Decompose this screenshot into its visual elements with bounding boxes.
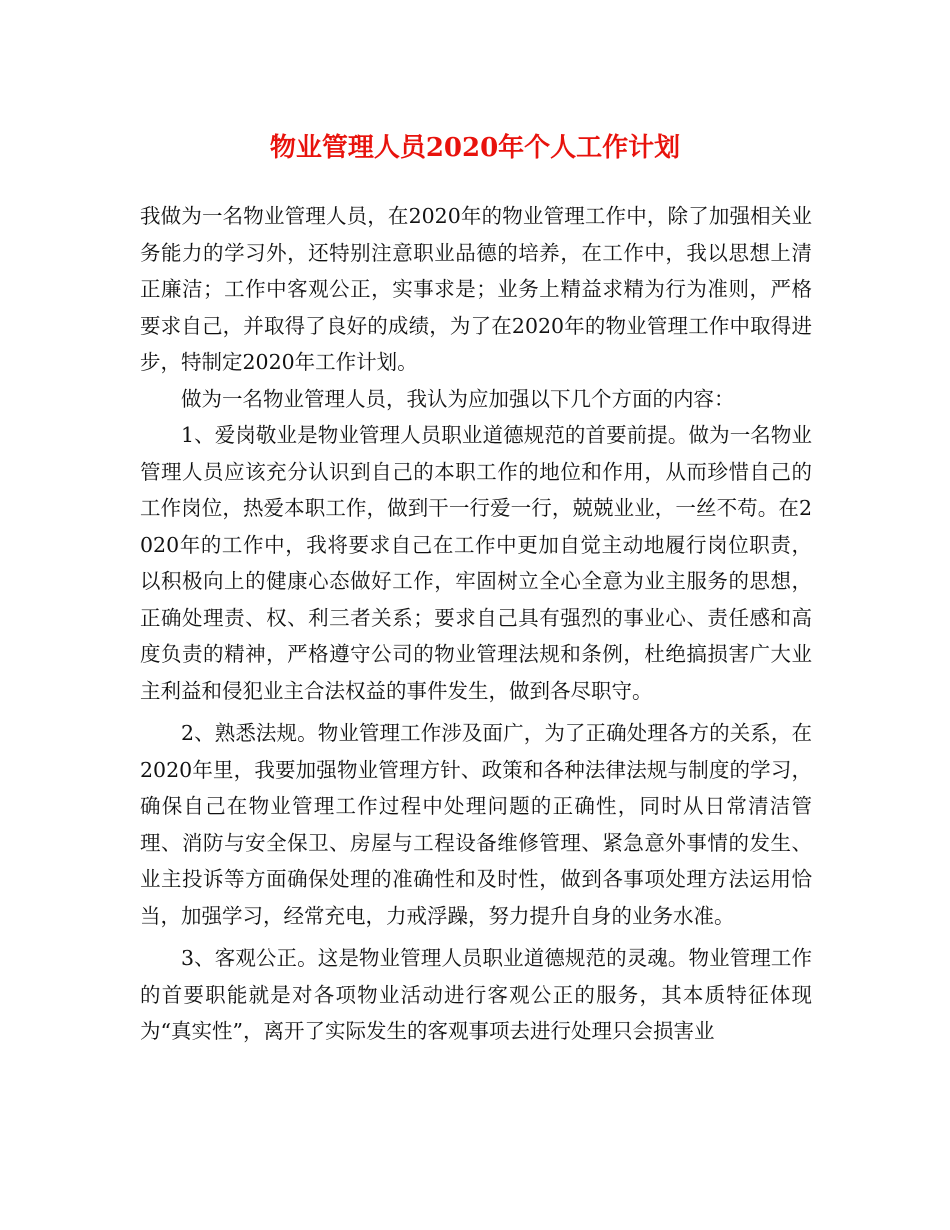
paragraph-intro: 我做为一名物业管理人员，在2020年的物业管理工作中，除了加强相关业务能力的学习外，还特别注意职业品德的培养，在工作中，我以思想上清正廉洁；工作中客观公正，实事求是；业务上精益求精为行为准则，严格要求自己，并取得了良好的成绩，为了在2020年的物业管理工作中取得进步，特制定2020年工作计划。: [140, 204, 812, 374]
paragraph-item-2: 2、熟悉法规。物业管理工作涉及面广，为了正确处理各方的关系，在2020年里，我要加强物业管理方针、政策和各种法律法规与制度的学习，确保自己在物业管理工作过程中处理问题的正确性，同时从日常清洁管理、消防与安全保卫、房屋与工程设备维修管理、紧急意外事情的发生、业主投诉等方面确保处理的准确性和及时性，做到各事项处理方法运用恰当，加强学习，经常充电，力戒浮躁，努力提升自身的业务水准。: [140, 721, 812, 928]
document-title: 物业管理人员2020年个人工作计划: [269, 133, 681, 163]
paragraph-item-1: 1、爱岗敬业是物业管理人员职业道德规范的首要前提。做为一名物业管理人员应该充分认识到自己的本职工作的地位和作用，从而珍惜自己的工作岗位，热爱本职工作，做到干一行爱一行，兢兢业业，一丝不苟。在2020年的工作中，我将要求自己在工作中更加自觉主动地履行岗位职责，以积极向上的健康心态做好工作，牢固树立全心全意为业主服务的思想，正确处理责、权、利三者关系；要求自己具有强烈的事业心、责任感和高度负责的精神，严格遵守公司的物业管理法规和条例，杜绝搞损害广大业主利益和侵犯业主合法权益的事件发生，做到各尽职守。: [140, 423, 812, 703]
paragraph-item-3: 3、客观公正。这是物业管理人员职业道德规范的灵魂。物业管理工作的首要职能就是对各项物业活动进行客观公正的服务，其本质特征体现为“真实性”，离开了实际发生的客观事项去进行处理只会损害业: [140, 946, 812, 1043]
paragraph-lead: 做为一名物业管理人员，我认为应加强以下几个方面的内容：: [181, 386, 735, 411]
document-body: [140, 198, 812, 1050]
